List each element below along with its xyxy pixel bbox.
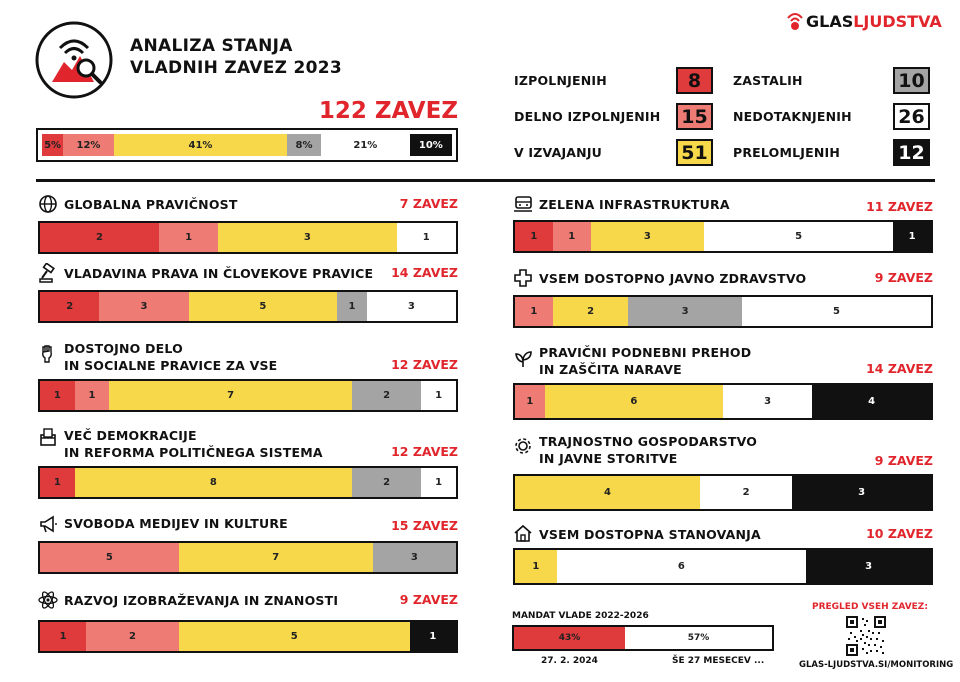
leaf-icon [513,349,533,369]
summary-segment-izpolnjen: 5% [42,134,63,156]
category-title [64,340,277,374]
legend-count-izvajanju: 51 [676,139,713,166]
legend-count-izpolnjen: 8 [676,67,713,94]
segment-izvajanju: 4 [515,476,700,509]
category-title [64,196,238,213]
category-title [539,433,757,467]
segment-delno: 2 [86,622,178,651]
divider [36,179,935,182]
segment-nedotaknjen: 2 [700,476,792,509]
total-commitments: 122 ZAVEZ [318,98,458,124]
category-bar [38,541,458,574]
legend-label-delno: DELNO IZPOLNJENIH [514,109,661,124]
segment-delno: 1 [75,381,110,410]
segment-delno: 5 [40,543,179,572]
category-bar [38,290,458,323]
category-count: 7 ZAVEZ [399,196,458,211]
mandate-elapsed: 43% [514,627,625,649]
category-title [64,592,338,609]
category-title-line: VEČ DEMOKRACIJE [64,428,197,443]
category-title [64,265,373,282]
category-title-line: RAZVOJ IZOBRAŽEVANJA IN ZNANOSTI [64,593,339,608]
segment-izpolnjen: 2 [40,223,159,252]
summary-segment-prelomljen: 10% [410,134,452,156]
segment-nedotaknjen: 1 [421,468,456,497]
logo-emblem [34,20,114,100]
gear-icon [513,436,533,456]
category-bar [513,474,933,511]
category-title-line: VSEM DOSTOPNA STANOVANJA [539,527,761,542]
mandate-remaining: 57% [625,627,772,649]
mandate-bar [512,625,774,651]
ballot-box-icon [38,427,58,447]
segment-prelomljen: 4 [812,385,931,418]
category-title [64,515,288,532]
train-icon [513,194,533,214]
category-bar [38,379,458,412]
legend-label-zastal: ZASTALIH [733,73,803,88]
category-title-line: DOSTOJNO DELO [64,341,183,356]
segment-prelomljen: 3 [792,476,931,509]
category-count: 14 ZAVEZ [866,361,933,376]
category-count: 15 ZAVEZ [391,518,458,533]
segment-nedotaknjen: 5 [742,297,931,326]
category-title [539,344,751,378]
category-count: 9 ZAVEZ [399,592,458,607]
segment-prelomljen: 3 [806,550,931,583]
category-title-line: VLADAVINA PRAVA IN ČLOVEKOVE PRAVICE [64,266,374,281]
legend-label-izvajanju: V IZVAJANJU [514,145,603,160]
segment-izvajanju: 8 [75,468,352,497]
legend-count-delno: 15 [676,103,713,130]
legend-count-zastal: 10 [893,67,930,94]
category-title-line: IN REFORMA POLITIČNEGA SISTEMA [64,445,323,460]
segment-izvajanju: 1 [515,550,557,583]
atom-icon [38,590,58,610]
gavel-icon [38,263,58,283]
segment-nedotaknjen: 5 [704,222,893,251]
broadcast-icon [786,10,804,32]
category-bar [513,295,933,328]
legend-label-nedotaknjen: NEDOTAKNJENIH [733,109,852,124]
category-bar [513,548,933,585]
category-title-line: IN JAVNE STORITVE [539,451,678,466]
segment-delno: 1 [515,385,545,418]
overview-link[interactable]: GLAS-LJUDSTVA.SI/MONITORING [799,660,954,670]
category-count: 10 ZAVEZ [866,526,933,541]
category-count: 12 ZAVEZ [391,357,458,372]
category-title-line: ZELENA INFRASTRUKTURA [539,197,730,212]
segment-izvajanju: 5 [189,292,338,321]
legend-count-nedotaknjen: 26 [893,103,930,130]
qr-code-icon [846,616,886,656]
category-count: 14 ZAVEZ [391,265,458,280]
qr-code[interactable] [846,616,886,656]
segment-izvajanju: 2 [553,297,629,326]
segment-izvajanju: 6 [545,385,723,418]
segment-izvajanju: 3 [218,223,396,252]
legend-label-prelomljen: PRELOMLJENIH [733,145,841,160]
legend-count-prelomljen: 12 [893,139,930,166]
category-title [539,196,730,213]
house-icon [513,523,533,543]
summary-segment-nedotaknjen: 21% [321,134,410,156]
category-bar [513,220,933,253]
summary-segment-izvajanju: 41% [114,134,287,156]
category-bar [513,383,933,420]
segment-zastal: 2 [352,468,421,497]
segment-nedotaknjen: 3 [723,385,812,418]
segment-delno: 1 [515,297,553,326]
legend-label-izpolnjen: IZPOLNJENIH [514,73,607,88]
category-title-line: VSEM DOSTOPNO JAVNO ZDRAVSTVO [539,271,807,286]
segment-delno: 1 [159,223,218,252]
category-title [64,427,323,461]
category-title-line: TRAJNOSTNO GOSPODARSTVO [539,434,758,449]
category-title-line: GLOBALNA PRAVIČNOST [64,197,238,212]
segment-izpolnjen: 1 [515,222,553,251]
category-count: 12 ZAVEZ [391,444,458,459]
segment-izvajanju: 7 [179,543,373,572]
raised-fist-icon [38,343,58,363]
summary-segment-zastal: 8% [287,134,321,156]
segment-izpolnjen: 2 [40,292,99,321]
segment-nedotaknjen: 1 [421,381,456,410]
megaphone-icon [38,514,58,534]
category-title-line: PRAVIČNI PODNEBNI PREHOD [539,345,752,360]
segment-nedotaknjen: 3 [367,292,456,321]
mandate-remaining-text: ŠE 27 MESECEV ... [672,656,765,666]
category-bar [38,221,458,254]
category-title-line: SVOBODA MEDIJEV IN KULTURE [64,516,288,531]
mandate-title: MANDAT VLADE 2022-2026 [512,611,649,621]
category-count: 11 ZAVEZ [866,199,933,214]
segment-delno: 3 [99,292,188,321]
category-title [539,270,806,287]
segment-zastal: 1 [337,292,367,321]
category-bar [38,466,458,499]
overview-title: PREGLED VSEH ZAVEZ: [812,602,928,612]
health-cross-icon [513,268,533,288]
globe-icon [38,194,58,214]
page-title: ANALIZA STANJA VLADNIH ZAVEZ 2023 [130,36,343,78]
summary-segment-delno: 12% [63,134,114,156]
category-count: 9 ZAVEZ [874,270,933,285]
summary-bar [36,128,458,162]
segment-izpolnjen: 1 [40,468,75,497]
segment-prelomljen: 1 [410,622,456,651]
segment-izpolnjen: 1 [40,622,86,651]
category-count: 9 ZAVEZ [874,453,933,468]
mandate-date: 27. 2. 2024 [541,656,598,666]
segment-zastal: 3 [628,297,741,326]
category-title-line: IN SOCIALNE PRAVICE ZA VSE [64,358,278,373]
category-title [539,526,761,543]
segment-prelomljen: 1 [893,222,931,251]
category-title-line: IN ZAŠČITA NARAVE [539,362,682,377]
segment-nedotaknjen: 1 [397,223,456,252]
category-bar [38,620,458,653]
segment-nedotaknjen: 6 [557,550,807,583]
segment-izvajanju: 3 [591,222,704,251]
segment-zastal: 2 [352,381,421,410]
segment-izpolnjen: 1 [40,381,75,410]
segment-zastal: 3 [373,543,456,572]
segment-delno: 1 [553,222,591,251]
segment-izvajanju: 5 [179,622,410,651]
brand-logo: GLAS LJUDSTVA [786,10,942,32]
segment-izvajanju: 7 [109,381,352,410]
